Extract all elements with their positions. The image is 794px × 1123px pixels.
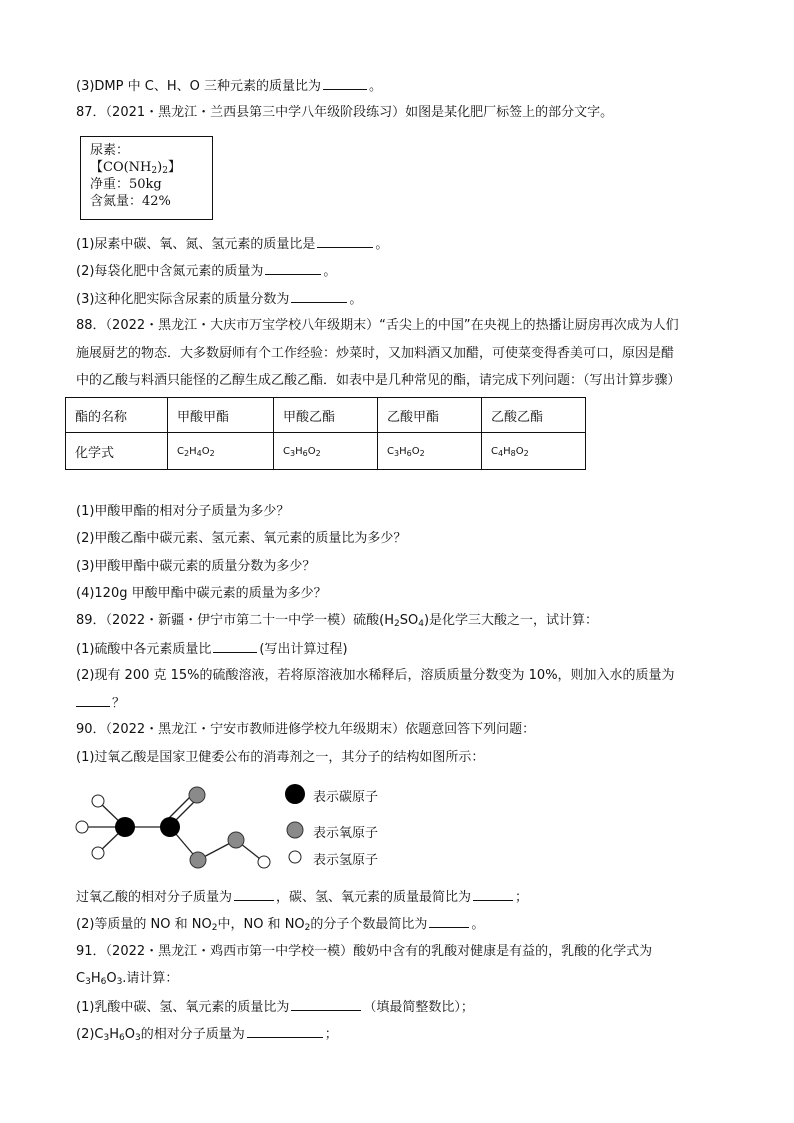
q91-part1-end: （填最简整数比）； [363,1000,474,1015]
q89-part1-text: (1)硫酸中各元素质量比 [76,642,212,657]
q91-part2-mid: 的相对分子质量为 [140,1027,245,1042]
label-close: 】 [167,160,181,175]
q88-stem-line3: 中的乙酸与料酒只能怪的乙醇生成乙酸乙酯．如表中是几种常见的酯，请完成下列问题：（写出计算步骤） [76,373,681,388]
answer-blank[interactable] [234,888,274,901]
formula-sub: 4 [497,448,504,458]
formula-cell [168,433,274,470]
table-header-cell: 甲酸乙酯 [274,398,378,433]
hydrogen-atom [76,821,88,833]
oxygen-atom [189,787,205,803]
q90-part2 [76,915,484,934]
q88-part1: (1)甲酸甲酯的相对分子质量为多少？ [76,504,290,519]
answer-blank[interactable] [213,640,257,653]
hydrogen-atom [92,847,104,859]
table-row [66,398,586,433]
formula-sub: 6 [119,1033,125,1043]
legend-oxygen-label: 表示氧原子 [313,826,379,841]
double-bond [168,796,191,819]
formula-el: H [399,445,407,457]
table-row-label: 化学式 [66,433,168,470]
table-row [66,433,586,470]
label-sub: 2 [151,166,158,176]
table-header-cell: 甲酸甲酯 [168,398,274,433]
formula-el: C [177,445,184,457]
oxygen-atom [190,852,206,868]
q88-stem-line1: 88．（2022・黑龙江・大庆市万宝学校八年级期末）“舌尖上的中国”在央视上的热播让厨房再次成为人们 [76,318,679,333]
formula-sub: 8 [510,448,516,458]
label-line-nitrogen: 含氮量：42% [90,194,171,209]
q86-part3-end: 。 [368,79,382,94]
formula-el: H [109,1027,120,1042]
formula-el: C [76,971,86,986]
formula-sub: 2 [183,448,190,458]
q89-stem-text: 89．（2022・新疆・伊宁市第二十一中学一模）硫酸(H [76,613,394,628]
q91-part1-text: (1)乳酸中碳、氢、氧元素的质量比为 [76,1000,290,1015]
q91-stem-line2 [76,970,178,988]
q87-part3-text: (3)这种化肥实际含尿素的质量分数为 [76,292,290,307]
formula-sub: 6 [302,448,308,458]
q89-stem-end: )是化学三大酸之一，试计算： [423,613,599,628]
q87-part2 [76,262,336,281]
q87-part1-end: 。 [375,237,389,252]
q90-part1b-mid: ，碳、氢、氧元素的质量最简比为 [276,890,472,905]
q91-stem-line1: 91．（2022・黑龙江・鸡西市第一中学校一模）酸奶中含有的乳酸对健康是有益的，乳酸的化学式为 [76,944,653,959]
formula-el: H [503,445,511,457]
label-line-urea [90,142,212,176]
formula-sub: 4 [196,448,202,458]
table-header-cell: 乙酸甲酯 [378,398,482,433]
carbon-atom [115,817,135,837]
formula-cell [378,433,482,470]
formula-el: H [90,971,101,986]
formula-sub: 3 [85,977,91,987]
q87-part1 [76,235,388,254]
legend-carbon-marker [285,784,305,804]
q89-part1-end: (写出计算过程) [259,642,348,657]
q91-part2 [76,1025,338,1044]
q90-part2-mid: 中，NO 和 NO [217,917,305,932]
q89-part2-line1: (2)现有 200 克 15%的硫酸溶液，若将原溶液加水稀释后，溶质质量分数变为 10%，则加入水的质量为 [76,668,675,683]
table-header-cell: 酯的名称 [66,398,168,433]
formula-sub: 3 [103,1033,110,1043]
peracetic-acid-structure [70,783,285,878]
q91-stem-end: .请计算： [122,971,179,986]
q90-part2-mid2: 的分子个数最简比为 [310,917,428,932]
q88-part3: (3)甲酸甲酯中碳元素的质量分数为多少？ [76,559,316,574]
formula-sub: 3 [134,1033,141,1043]
q90-stem: 90．（2022・黑龙江・宁安市教师进修学校九年级期末）依题意回答下列问题： [76,722,536,737]
formula-sub: 3 [393,448,400,458]
legend-hydrogen-marker [289,851,301,863]
q90-part1b-end: ； [515,890,529,905]
formula-el: C [387,445,394,457]
label-sub2: 2 [162,166,168,176]
atom-legend-markers [284,783,308,873]
answer-blank[interactable] [317,235,373,248]
label-paren: ) [157,160,163,175]
q89-part1 [76,640,348,659]
q90-sub: 2 [211,923,218,933]
ester-table [65,397,586,470]
legend-hydrogen-label: 表示氢原子 [313,853,379,868]
formula-el: C [491,445,498,457]
q89-stem-mid: SO [399,613,419,628]
answer-blank[interactable] [323,77,367,90]
answer-blank[interactable] [247,1025,323,1038]
q88-part4: (4)120g 甲酸甲酯中碳元素的质量为多少？ [76,586,327,601]
q87-part1-text: (1)尿素中碳、氧、氮、氢元素的质量比是 [76,237,316,252]
hydrogen-atom [258,856,270,868]
q90-part1b [76,888,528,907]
q87-part2-end: 。 [323,264,337,279]
answer-blank[interactable] [429,915,469,928]
oxygen-atom [228,832,244,848]
fertilizer-label [80,136,213,220]
formula-el: C [283,445,290,457]
q90-part2-text: (2)等质量的 NO 和 NO [76,917,212,932]
formula-cell [274,433,378,470]
q87-part3 [76,290,362,309]
q87-stem: 87．（2021・黑龙江・兰西县第三中学八年级阶段练习）如图是某化肥厂标签上的部分文字。 [76,105,614,120]
hydrogen-atom [92,795,104,807]
q91-part1 [76,998,474,1017]
q89-sub: 4 [418,619,424,629]
formula-sub: 2 [315,448,321,458]
q90-part1: (1)过氧乙酸是国家卫健委公布的消毒剂之一，其分子的结构如图所示： [76,750,485,765]
q90-sub: 2 [304,923,311,933]
q88-stem-line2: 施展厨艺的物态．大多数厨师有个工作经验：炒菜时，又加料酒又加醋，可使菜变得香美可口，原因是醋 [76,346,675,361]
formula-cell [482,433,586,470]
formula-el: H [295,445,303,457]
q89-part2-end: ？ [112,696,126,711]
label-urea-text: 尿素：【CO(NH [90,143,152,175]
formula-el: O [124,1027,135,1042]
formula-el: O [307,445,316,457]
q90-part2-end: 。 [471,917,485,932]
label-line-weight: 净重：50kg [90,177,162,192]
formula-el: H [189,445,197,457]
q88-part2: (2)甲酸乙酯中碳元素、氢元素、氧元素的质量比为多少？ [76,531,407,546]
q89-sub: 2 [393,619,400,629]
formula-sub: 6 [100,977,107,987]
formula-sub: 2 [209,448,215,458]
carbon-atom [160,817,180,837]
formula-sub: 2 [419,448,425,458]
answer-blank[interactable] [473,888,513,901]
answer-blank[interactable] [291,290,347,303]
q86-part3-text: (3)DMP 中 C、H、O 三种元素的质量比为 [76,79,321,94]
table-header-cell: 乙酸乙酯 [482,398,586,433]
formula-sub: 3 [116,977,123,987]
q89-stem [76,612,598,630]
answer-blank[interactable] [291,998,361,1011]
q87-part3-end: 。 [349,292,363,307]
formula-el: O [201,445,210,457]
formula-sub: 6 [406,448,412,458]
formula-el: O [515,445,524,457]
answer-blank[interactable] [265,262,321,275]
formula-sub: 3 [289,448,296,458]
answer-blank[interactable] [76,694,110,707]
legend-carbon-label: 表示碳原子 [313,790,379,805]
formula-sub: 2 [523,448,529,458]
legend-oxygen-marker [287,822,303,838]
q90-part1b-text: 过氧乙酸的相对分子质量为 [76,890,233,905]
q86-part3 [76,77,382,96]
q89-part2-line2 [76,694,125,713]
q91-part2-text: (2)C [76,1027,104,1042]
q91-part2-end: ； [324,1027,338,1042]
formula-el: O [106,971,117,986]
formula-el: O [411,445,420,457]
q87-part2-text: (2)每袋化肥中含氮元素的质量为 [76,264,264,279]
